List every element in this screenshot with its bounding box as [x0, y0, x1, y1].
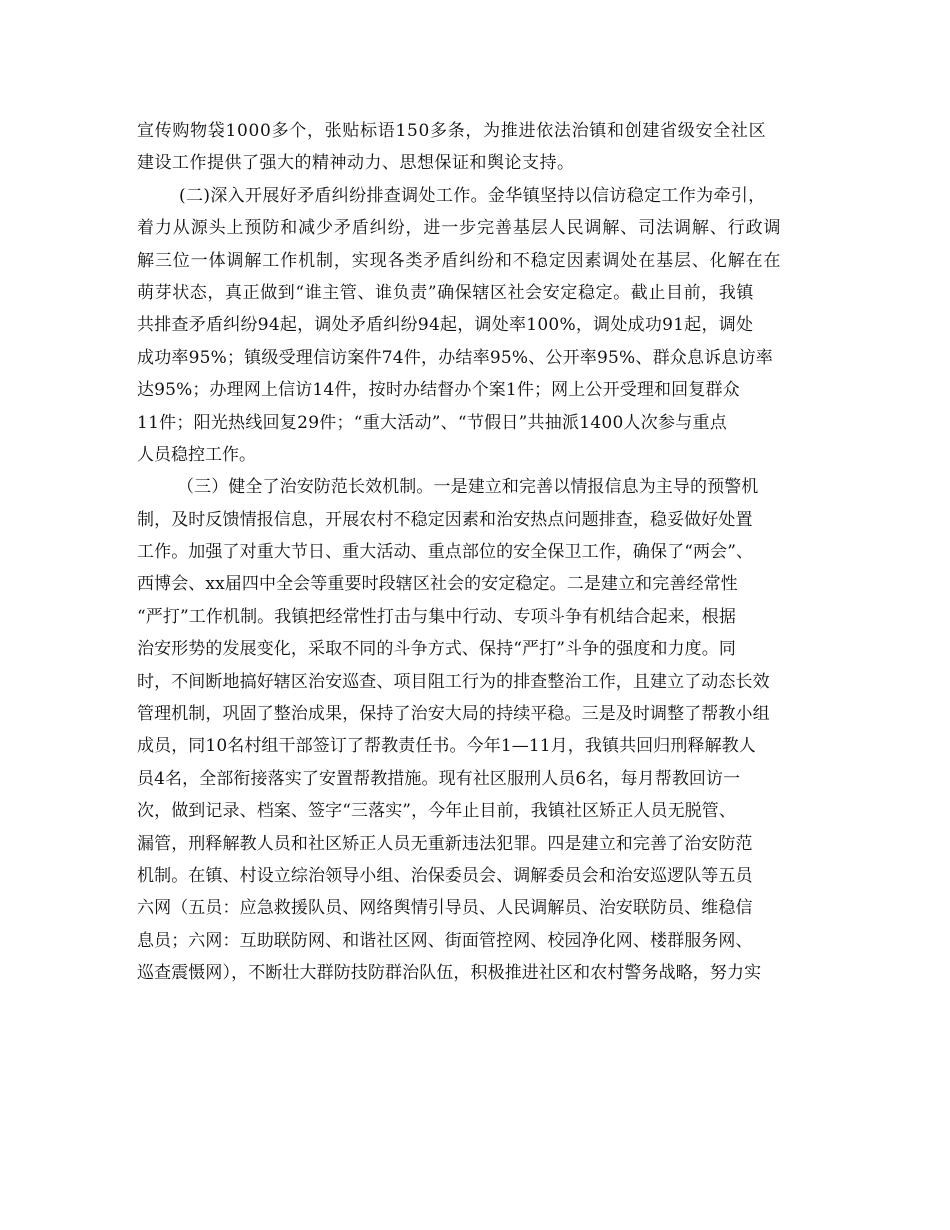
text-line: 六网（五员：应急救援队员、网络舆情引导员、人民调解员、治安联防员、维稳信 — [137, 898, 753, 919]
text-line: “严打”工作机制。我镇把经常性打击与集中行动、专项斗争有机结合起来，根据 — [137, 606, 736, 627]
text-line: 成员，同10名村组干部签订了帮教责任书。今年1—11月，我镇共回归刑释解教人 — [137, 736, 756, 757]
text-line: 息员；六网：互助联防网、和谐社区网、街面管控网、校园净化网、楼群服务网、 — [137, 930, 753, 951]
paragraph-first-line: （三）健全了治安防范长效机制。一是建立和完善以情报信息为主导的预警机 — [177, 477, 759, 498]
text-line: 漏管，刑释解教人员和社区矫正人员无重新违法犯罪。四是建立和完善了治安防范 — [137, 833, 753, 854]
text-line: 西博会、xx届四中全会等重要时段辖区社会的安定稳定。二是建立和完善经常性 — [137, 574, 738, 595]
text-line: 萌芽状态，真正做到“谁主管、谁负责”确保辖区社会安定稳定。截止目前，我镇 — [137, 282, 754, 303]
text-line: 着力从源头上预防和减少矛盾纠纷，进一步完善基层人民调解、司法调解、行政调 — [137, 218, 782, 239]
text-line: 制，及时反馈情报信息，开展农村不稳定因素和治安热点问题排查，稳妥做好处置 — [137, 509, 753, 530]
text-line: 宣传购物袋1000多个，张贴标语150多条，为推进依法治镇和创建省级安全社区 — [137, 121, 767, 141]
document-body — [137, 115, 817, 990]
text-line: 成功率95%；镇级受理信访案件74件，办结率95%、公开率95%、群众息诉息访率 — [137, 347, 773, 368]
text-line: 巡查震慑网），不断壮大群防技防群治队伍，积极推进社区和农村警务战略，努力实 — [137, 963, 762, 984]
text-line: 人员稳控工作。 — [137, 444, 256, 465]
text-line: 员4名，全部衔接落实了安置帮教措施。现有社区服刑人员6名，每月帮教回访一 — [137, 768, 741, 789]
text-line: 建设工作提供了强大的精神动力、思想保证和舆论支持。 — [137, 153, 575, 174]
text-line: 达95%；办理网上信访14件，按时办结督办个案1件；网上公开受理和回复群众 — [137, 380, 740, 401]
text-line: 管理机制，巩固了整治成果，保持了治安大局的持续平稳。三是及时调整了帮教小组 — [137, 704, 770, 725]
text-line: 工作。加强了对重大节日、重大活动、重点部位的安全保卫工作，确保了“两会”、 — [137, 542, 754, 563]
text-line: 时，不间断地搞好辖区治安巡查、项目阻工行为的排查整治工作，且建立了动态长效 — [137, 671, 770, 692]
paragraph-first-line: (二)深入开展好矛盾纠纷排查调处工作。金华镇坚持以信访稳定工作为牵引， — [179, 185, 766, 206]
text-line: 次，做到记录、档案、签字“三落实”，今年止目前，我镇社区矫正人员无脱管、 — [137, 801, 736, 822]
text-line: 治安形势的发展变化，采取不同的斗争方式、保持“严打”斗争的强度和力度。同 — [137, 639, 736, 660]
text-line: 共排查矛盾纠纷94起，调处矛盾纠纷94起，调处率100%，调处成功91起，调处 — [137, 315, 754, 336]
text-line: 机制。在镇、村设立综治领导小组、治保委员会、调解委员会和治安巡逻队等五员 — [137, 865, 753, 886]
text-line: 11件；阳光热线回复29件；“重大活动”、“节假日”共抽派1400人次参与重点 — [137, 412, 728, 433]
text-line: 解三位一体调解工作机制，实现各类矛盾纠纷和不稳定因素调处在基层、化解在在 — [137, 250, 782, 271]
